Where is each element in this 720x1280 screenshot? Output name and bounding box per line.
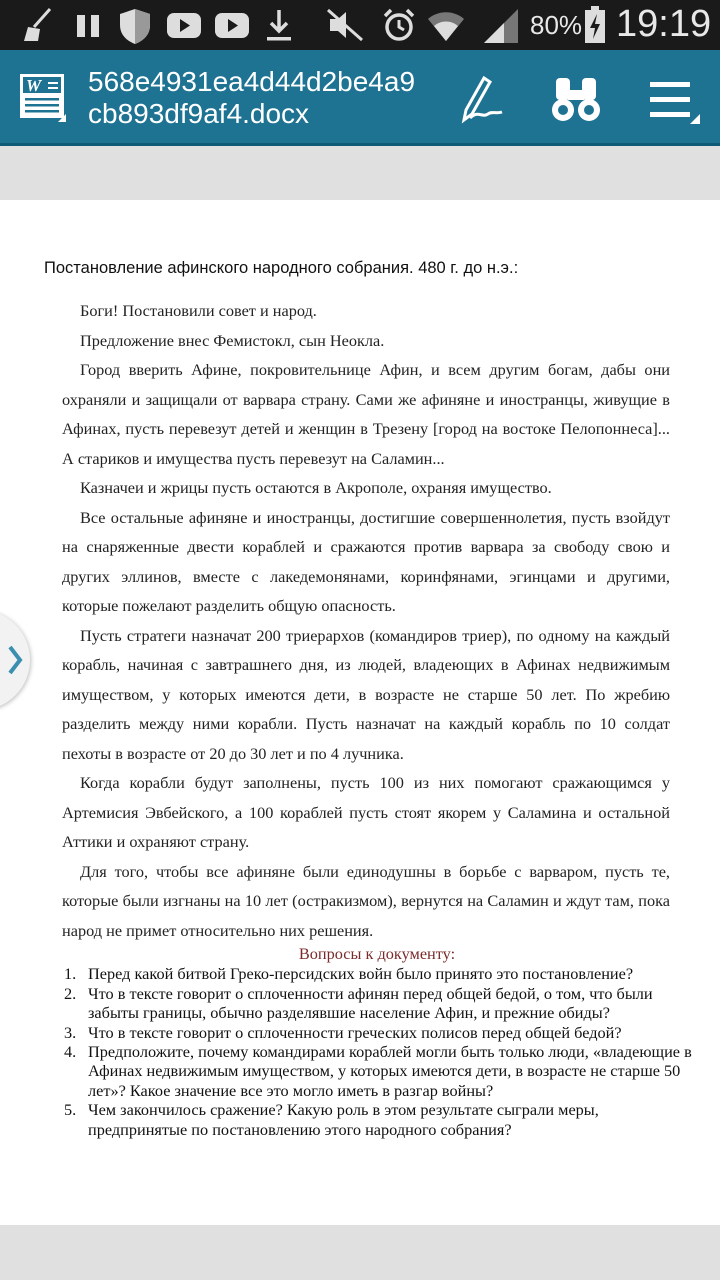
youtube-icon: [214, 7, 250, 43]
mute-icon: [326, 7, 366, 43]
questions-heading: Вопросы к документу:: [298, 944, 456, 963]
battery-charging-icon: [584, 6, 606, 44]
question-text: Чем закончилось сражение? Какую роль в этом результате сыграли меры, предпринятые по постановлению этого народного собрания?: [88, 1100, 599, 1139]
paragraph: Предложение внес Фемистокл, сын Неокла.: [80, 330, 385, 350]
broom-icon: [20, 7, 58, 43]
question-number: 3.: [64, 1022, 77, 1042]
question-text: Предположите, почему командирами кораблей могли быть только люди, «владеющие в Афинах недвижимым имуществом, у которых имеются дети, в возрасте не старше 50 лет»? Какое значение все это могло иметь в разгар войны?: [88, 1042, 692, 1100]
youtube-icon: [166, 7, 202, 43]
svg-text:W: W: [26, 76, 42, 95]
paragraph: Пусть стратеги назначат 200 триерархов (командиров триер), по одному на каждый корабль, начиная с завтрашнего дня, из людей, владеющих в Афинах недвижимым имуществом, у которых имеются дети, в возрасте не старше 50 лет. По жребию разделить между ними корабли. Пусть назначат на каждый корабль по 10 солдат пехоты в возрасте от 20 до 30 лет и по 4 лучника.: [62, 625, 670, 763]
download-icon: [264, 7, 294, 43]
battery-percentage: 80%: [530, 10, 583, 40]
word-doc-icon[interactable]: [20, 74, 68, 122]
paragraph: Город вверить Афине, покровительнице Афин, и всем другим богам, дабы они охраняли и защищали от варвара страну. Сами же афиняне и иностранцы, живущие в Афинах, пусть перевезут детей и женщин в Трезену [город на востоке Пелопоннеса]... А стариков и имущества пусть перевезут на Саламин...: [62, 360, 670, 468]
question-item: [62, 1042, 692, 1100]
question-number: 5.: [64, 1100, 77, 1120]
question-item: [62, 964, 692, 983]
question-number: 1.: [64, 964, 77, 984]
pause-icon: [74, 7, 104, 43]
shield-icon: [118, 7, 152, 45]
file-name: 568e4931ea4d44d2be4a9cb893df9af4.docx: [88, 66, 416, 129]
question-number: 2.: [64, 983, 77, 1003]
question-item: [62, 1100, 692, 1139]
paragraph: Казначеи и жрицы пусть остаются в Акрополе, охраняя имущество.: [80, 478, 552, 497]
document-title: Постановление афинского народного собрания. 480 г. до н.э.:: [44, 259, 519, 277]
question-number: 4.: [64, 1042, 77, 1062]
page-gap: [0, 146, 720, 200]
pen-edit-icon[interactable]: [454, 74, 506, 126]
paragraph: Все остальные афиняне и иностранцы, достигшие совершеннолетия, пусть взойдут на снаряженные двести кораблей и сражаются против варвара за свободу свою и других эллинов, вместе с лакедемонянами, коринфянами, эгинцами и другими, которые пожелают разделить общую опасность.: [62, 507, 670, 615]
questions-list: [62, 964, 692, 1139]
question-item: [62, 1023, 692, 1042]
question-text: Перед какой битвой Греко-персидских войн было принято это постановление?: [88, 964, 634, 984]
clock: 19:19: [616, 3, 712, 45]
document-body: [62, 296, 670, 945]
alarm-icon: [382, 7, 416, 43]
question-text: Что в тексте говорит о сплоченности афинян перед общей бедой, о том, что были забыты границы, обычно разделявшие население Афин, и прежние обиды?: [88, 983, 653, 1023]
title-bar: [0, 50, 720, 146]
paragraph: Для того, чтобы все афиняне были единодушны в борьбе с варваром, пусть те, которые были изгнаны на 10 лет (остракизмом), вернутся на Саламин и ждут там, пока народ не примет относительно них решения.: [62, 861, 670, 940]
binoculars-search-icon[interactable]: [550, 74, 602, 126]
questions-section: [62, 944, 692, 1139]
chevron-right-icon: [7, 644, 23, 676]
paragraph: Боги! Постановили совет и народ.: [80, 301, 317, 320]
question-item: [62, 984, 692, 1023]
menu-icon[interactable]: [646, 74, 702, 126]
signal-icon: [482, 7, 522, 45]
document-page: [0, 200, 720, 1225]
question-text: Что в тексте говорит о сплоченности греческих полисов перед общей бедой?: [88, 1022, 622, 1042]
status-bar: [0, 0, 720, 50]
paragraph: Когда корабли будут заполнены, пусть 100 из них помогают сражающимся у Артемисия Эвбейского, а 100 кораблей пусть стоят якорем у Саламина и остальной Аттики и охраняют страну.: [62, 773, 670, 851]
wifi-icon: [426, 7, 466, 43]
